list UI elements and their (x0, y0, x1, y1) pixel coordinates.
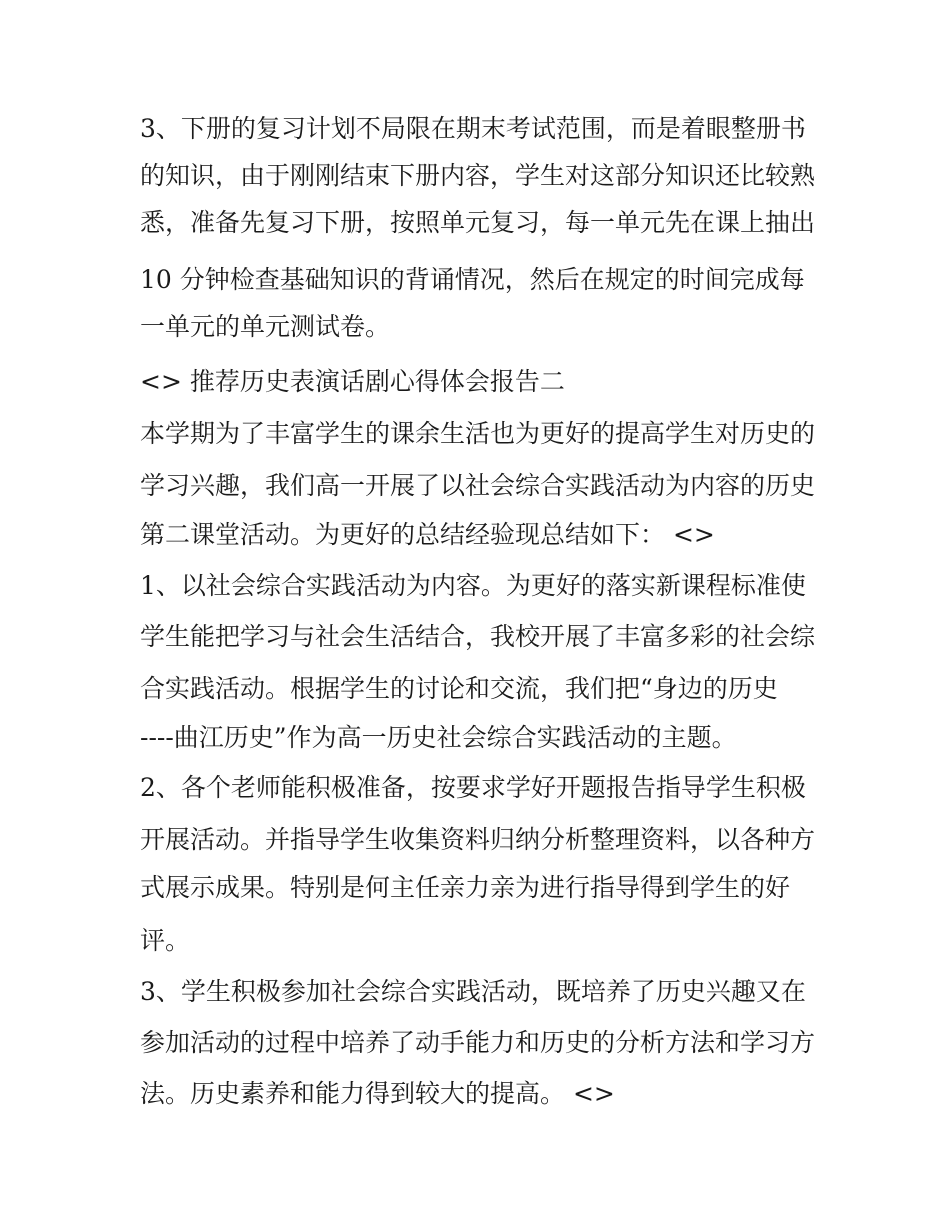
text-line-15: 开展活动。并指导学生收集资料归纳分析整理资料，以各种方 (140, 825, 816, 854)
text-line-13: ----曲江历史”作为高一历史社会综合实践活动的主题。 (140, 723, 737, 752)
text-line-11: 学生能把学习与社会生活结合，我校开展了丰富多彩的社会综 (140, 622, 816, 651)
text-line-7: 本学期为了丰富学生的课余生活也为更好的提高学生对历史的 (140, 419, 816, 448)
text-line-2: 的知识，由于刚刚结束下册内容，学生对这部分知识还比较熟 (140, 161, 816, 190)
text-line-19: 参加活动的过程中培养了动手能力和历史的分析方法和学习方 (140, 1028, 816, 1057)
text-line-18: 3、学生积极参加社会综合实践活动，既培养了历史兴趣又在 (140, 977, 806, 1006)
text-line-14: 2、各个老师能积极准备，按要求学好开题报告指导学生积极 (140, 773, 806, 802)
text-line-20: 法。历史素养和能力得到较大的提高。 <> (140, 1079, 615, 1108)
section-heading: <> 推荐历史表演话剧心得体会报告二 (140, 367, 565, 396)
text-line-17: 评。 (140, 926, 191, 955)
text-line-1: 3、下册的复习计划不局限在期末考试范围，而是着眼整册书 (140, 114, 806, 143)
text-line-9: 第二课堂活动。为更好的总结经验现总结如下： <> (140, 520, 715, 549)
text-line-8: 学习兴趣，我们高一开展了以社会综合实践活动为内容的历史 (140, 471, 816, 500)
text-line-16: 式展示成果。特别是何主任亲力亲为进行指导得到学生的好 (140, 873, 791, 902)
text-line-10: 1、以社会综合实践活动为内容。为更好的落实新课程标准使 (140, 571, 806, 600)
text-line-5: 一单元的单元测试卷。 (140, 312, 391, 341)
text-line-4: 10 分钟检查基础知识的背诵情况，然后在规定的时间完成每 (140, 265, 805, 294)
text-line-12: 合实践活动。根据学生的讨论和交流，我们把“身边的历史 (140, 674, 778, 703)
text-line-3: 悉，准备先复习下册，按照单元复习，每一单元先在课上抽出 (140, 208, 816, 237)
